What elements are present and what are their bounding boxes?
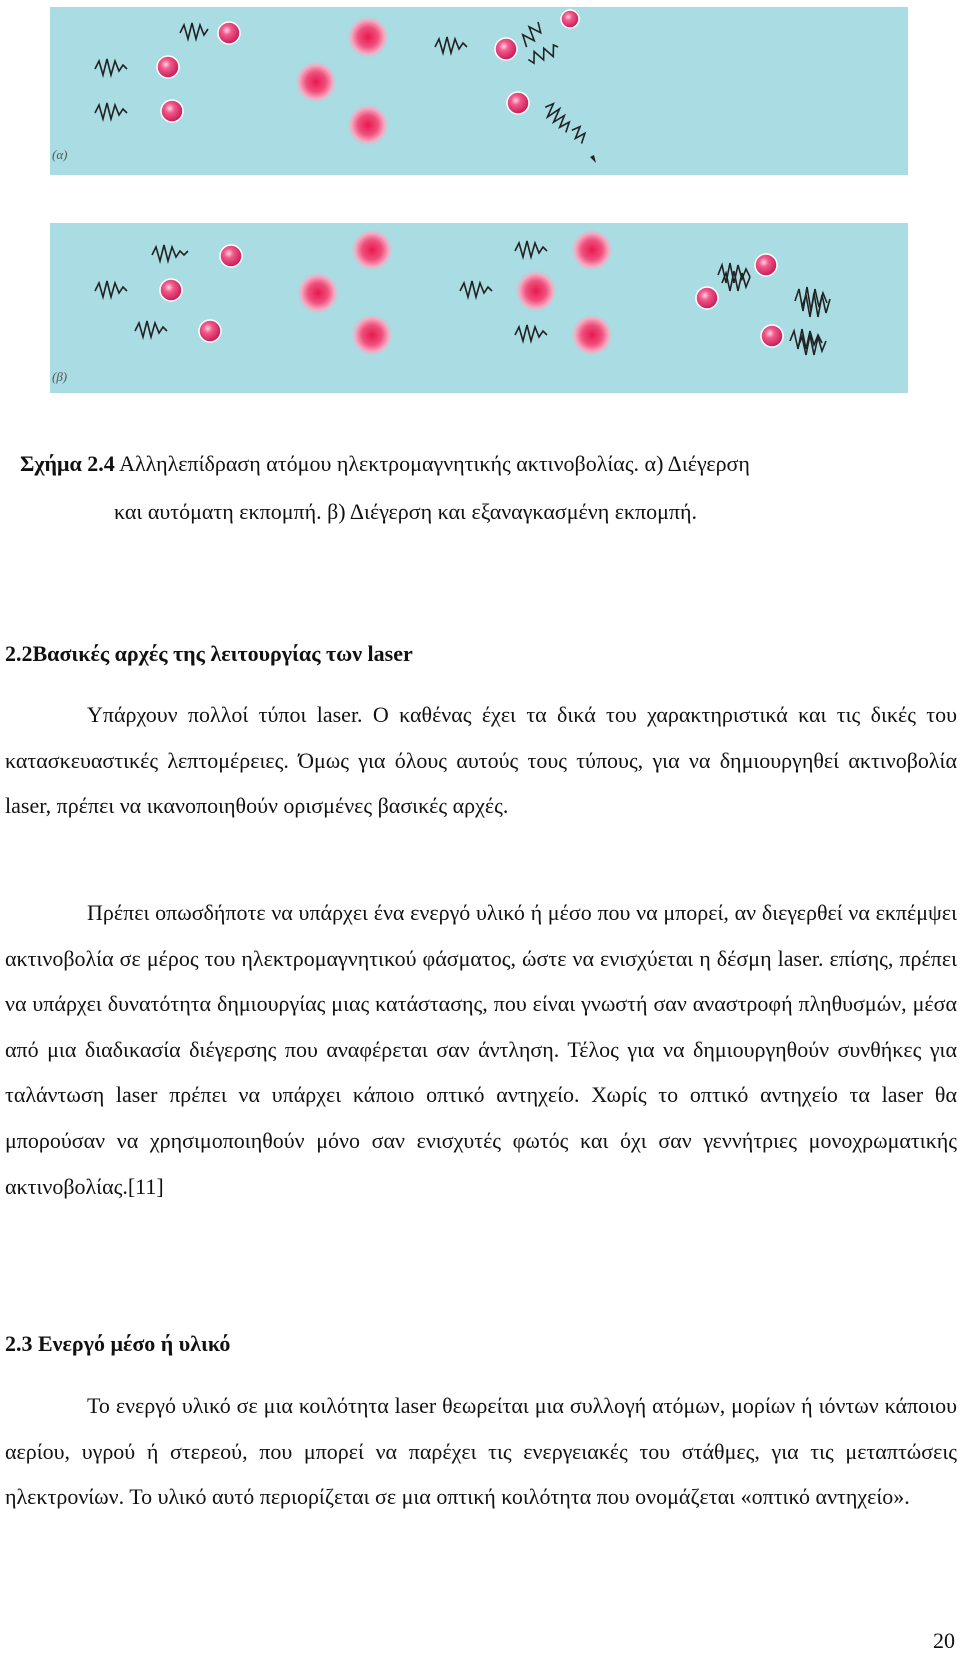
paragraph-types-of-laser <box>5 692 957 829</box>
atom <box>561 10 579 28</box>
photon-wave <box>515 241 547 257</box>
atom <box>696 287 718 309</box>
photon-wave <box>95 103 127 119</box>
photon-wave <box>180 23 208 39</box>
figure-b-illustration <box>50 223 908 393</box>
atom <box>507 92 529 114</box>
photon-wave <box>460 281 492 297</box>
atom <box>157 56 179 78</box>
section-heading-2-3: 2.3 Ενεργό μέσο ή υλικό <box>5 1331 231 1356</box>
arrowhead <box>590 155 596 163</box>
photon-wave <box>541 101 575 132</box>
figure-panel-b <box>50 223 908 393</box>
excited-atom <box>570 228 614 272</box>
atom <box>495 38 517 60</box>
excited-atom <box>350 313 394 357</box>
paragraph-text: Υπάρχουν πολλοί τύποι laser. Ο καθένας έχει τα δικά του χαρακτηριστικά και τις δικές του κατασκευαστικές λεπτομέρειες. Όμως για όλους αυτούς τους τύπους, για να δημιουργηθεί ακτινοβολία laser, πρέπει να ικανοποιηθούν ορισμένες βασικές αρχές. <box>5 702 957 819</box>
excited-atom <box>346 15 390 59</box>
atom <box>160 279 182 301</box>
caption-label: Σχήμα 2.4 <box>20 451 115 476</box>
photon-wave <box>95 281 127 297</box>
photon-wave <box>569 124 589 143</box>
photon-wave <box>152 245 188 261</box>
excited-atom <box>570 313 614 357</box>
excited-atom <box>294 60 338 104</box>
excited-atom <box>350 228 394 272</box>
atom <box>218 22 240 44</box>
section-heading-2-2: 2.2Βασικές αρχές της λειτουργίας των laser <box>5 641 413 666</box>
page-number: 20 <box>933 1628 955 1653</box>
atom <box>161 100 183 122</box>
photon-wave <box>526 40 561 68</box>
atom <box>761 325 783 347</box>
photon-wave <box>515 325 547 341</box>
panel-a-label: (α) <box>52 147 68 162</box>
figure-panel-a <box>50 7 908 175</box>
figure-a-illustration <box>50 7 908 175</box>
figure-caption <box>20 440 920 536</box>
excited-atom <box>296 271 340 315</box>
photon-wave <box>435 37 467 53</box>
photon-wave <box>135 321 167 337</box>
paragraph-active-medium <box>5 1383 957 1520</box>
caption-line1: Αλληλεπίδραση ατόμου ηλεκτρομαγνητικής ακτινοβολίας. α) Διέγερση <box>114 451 750 476</box>
atom <box>199 320 221 342</box>
atom <box>755 254 777 276</box>
paragraph-text: Πρέπει οπωσδήποτε να υπάρχει ένα ενεργό υλικό ή μέσο που να μπορεί, αν διεγερθεί να εκπέμψει ακτινοβολία σε μέρος του ηλεκτρομαγνητικού φάσματος, ώστε να ενισχύεται η δέσμη laser. επίσης, πρέπει να υπάρχει δυνατότητα δημιουργίας μιας κατάστασης, που είναι γνωστή σαν αναστροφή πληθυσμών, μέσα από μια διαδικασία διέγερσης που αναφέρεται σαν άντληση. Τέλος για να δημιουργηθούν συνθήκες για ταλάντωση laser πρέπει να υπάρχει κάποιο οπτικό αντηχείο. Χωρίς το οπτικό αντηχείο τα laser θα μπορούσαν να χρησιμοποιηθούν μόνο σαν ενισχυτές φωτός και όχι σαν γεννήτριες μονοχρωματικής ακτινοβολίας.[11] <box>5 900 957 1199</box>
caption-line2: και αυτόματη εκπομπή. β) Διέγερση και εξαναγκασμένη εκπομπή. <box>114 499 698 524</box>
excited-atom <box>514 269 558 313</box>
panel-b-label: (β) <box>52 369 68 384</box>
photon-wave <box>95 59 127 75</box>
photon-wave <box>518 20 546 47</box>
atom <box>220 245 242 267</box>
paragraph-requirements <box>5 890 957 1209</box>
excited-atom <box>346 103 390 147</box>
paragraph-text: Το ενεργό υλικό σε μια κοιλότητα laser θεωρείται μια συλλογή ατόμων, μορίων ή ιόντων κάποιου αερίου, υγρού ή στερεού, που μπορεί να παρέχει τις ενεργειακές του στάθμες, για τις μεταπτώσεις ηλεκτρονίων. Το υλικό αυτό περιορίζεται σε μια οπτική κοιλότητα που ονομάζεται «οπτικό αντηχείο». <box>5 1393 957 1510</box>
